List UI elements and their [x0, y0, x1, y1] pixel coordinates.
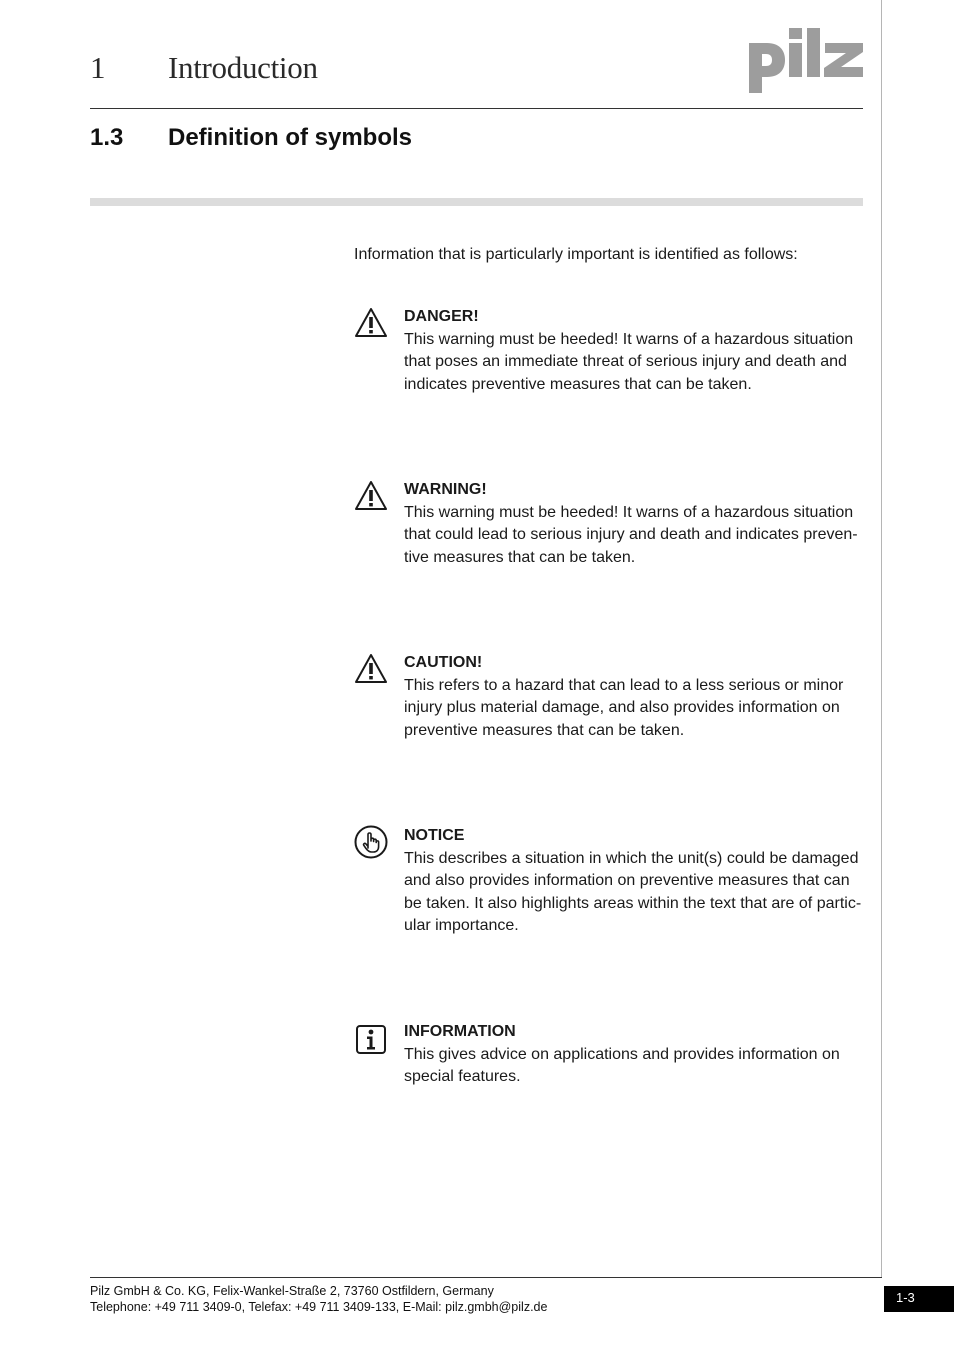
page-number: 1-3 [884, 1286, 954, 1312]
symbol-text-line: be taken. It also highlights areas within the text that are of partic- [404, 894, 862, 912]
margin-rule [881, 0, 882, 1278]
footer [90, 1283, 547, 1315]
symbol-text-line: preventive measures that can be taken. [404, 721, 685, 739]
symbol-text-line: that poses an immediate threat of serious injury and death and [404, 353, 847, 370]
warning-triangle-icon [354, 652, 388, 686]
symbol-text-line: and also provides information on preventive measures that can [404, 872, 850, 889]
information-icon [354, 1021, 388, 1055]
footer-rule [90, 1277, 882, 1278]
symbol-text-line: This warning must be heeded! It warns of a hazardous situation [404, 330, 854, 348]
section-title: Definition of symbols [168, 124, 413, 151]
symbol-text-line: special features. [404, 1068, 521, 1085]
symbol-title: CAUTION! [404, 654, 483, 671]
symbol-text-line: indicates preventive measures that can be taken. [404, 375, 752, 393]
section-number: 1.3 [90, 124, 124, 151]
symbol-text-line: tive measures that can be taken. [404, 548, 636, 566]
section-divider [90, 198, 863, 206]
chapter-title: Introduction [168, 50, 318, 85]
chapter-heading [90, 50, 318, 86]
footer-address: Pilz GmbH & Co. KG, Felix-Wankel-Straße 2, 73760 Ostfildern, Germany [90, 1284, 494, 1298]
symbol-text-line: This describes a situation in which the unit(s) could be damaged [404, 849, 859, 867]
symbol-title: INFORMATION [404, 1023, 516, 1040]
footer-contact: Telephone: +49 711 3409-0, Telefax: +49 711 3409-133, E-Mail: pilz.gmbh@pilz.de [90, 1300, 548, 1314]
intro-text: Information that is particularly important is identified as follows: [354, 246, 798, 263]
symbol-text-line: This refers to a hazard that can lead to a less serious or minor [404, 676, 844, 694]
chapter-number: 1 [90, 50, 106, 85]
pilz-logo [747, 26, 865, 94]
section-heading [90, 124, 412, 152]
warning-triangle-icon [354, 479, 388, 513]
pointing-hand-icon [354, 825, 388, 859]
symbol-text-line: injury plus material damage, and also provides information on [404, 699, 840, 716]
header-rule [90, 108, 863, 109]
symbol-title: DANGER! [404, 308, 479, 325]
warning-triangle-icon [354, 306, 388, 340]
symbol-title: WARNING! [404, 481, 487, 498]
symbol-text-line: This gives advice on applications and provides information on [404, 1045, 840, 1063]
symbol-text-line: This warning must be heeded! It warns of a hazardous situation [404, 503, 854, 521]
symbol-title: NOTICE [404, 827, 465, 844]
symbol-text-line: ular importance. [404, 917, 519, 934]
symbol-text-line: that could lead to serious injury and death and indicates preven- [404, 526, 858, 543]
